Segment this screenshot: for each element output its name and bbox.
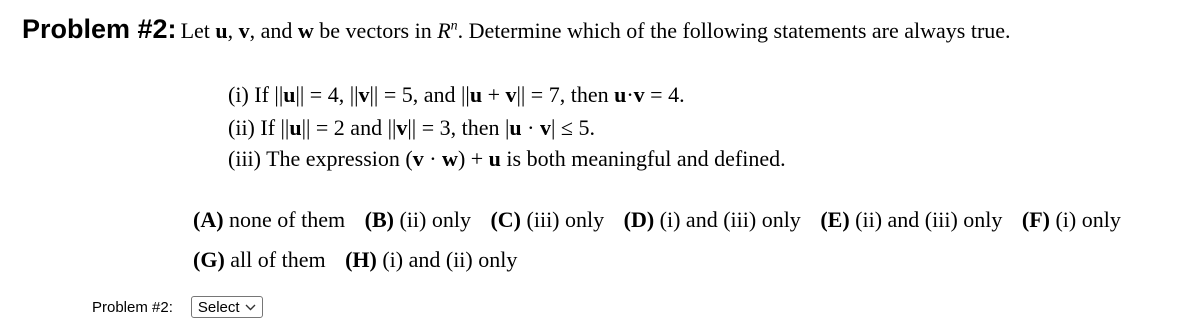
statement-ii: (ii) If ||u|| = 2 and ||v|| = 3, then |u · v| ≤ 5. — [228, 115, 595, 140]
option-g: (G) all of them — [193, 247, 326, 272]
problem-label: Problem #2: — [22, 14, 177, 44]
select-value: Select — [197, 298, 240, 316]
statement-i: (i) If ||u|| = 4, ||v|| = 5, and ||u + v|| = 7, then u·v = 4. — [228, 82, 685, 107]
option-c: (C) (iii) only — [490, 207, 605, 232]
answer-select[interactable] — [191, 296, 263, 318]
problem-header — [22, 14, 1011, 45]
answer-row — [92, 296, 263, 318]
options-row-2 — [193, 247, 531, 273]
answer-label: Problem #2: — [92, 298, 173, 316]
option-e: (E) (ii) and (iii) only — [820, 207, 1003, 232]
chevron-down-icon — [245, 304, 256, 311]
option-a: (A) none of them — [193, 207, 346, 232]
option-f: (F) (i) only — [1021, 207, 1121, 232]
option-b: (B) (ii) only — [364, 207, 471, 232]
option-h: (H) (i) and (ii) only — [345, 247, 518, 272]
options-row-1 — [193, 207, 1135, 233]
statement-iii: (iii) The expression (v · w) + u is both meaningful and defined. — [228, 146, 786, 171]
problem-prompt: Let u, v, and w be vectors in $R^n$. Determine which of the following statements are always true. — [180, 18, 1011, 43]
option-d: (D) (i) and (iii) only — [623, 207, 801, 232]
